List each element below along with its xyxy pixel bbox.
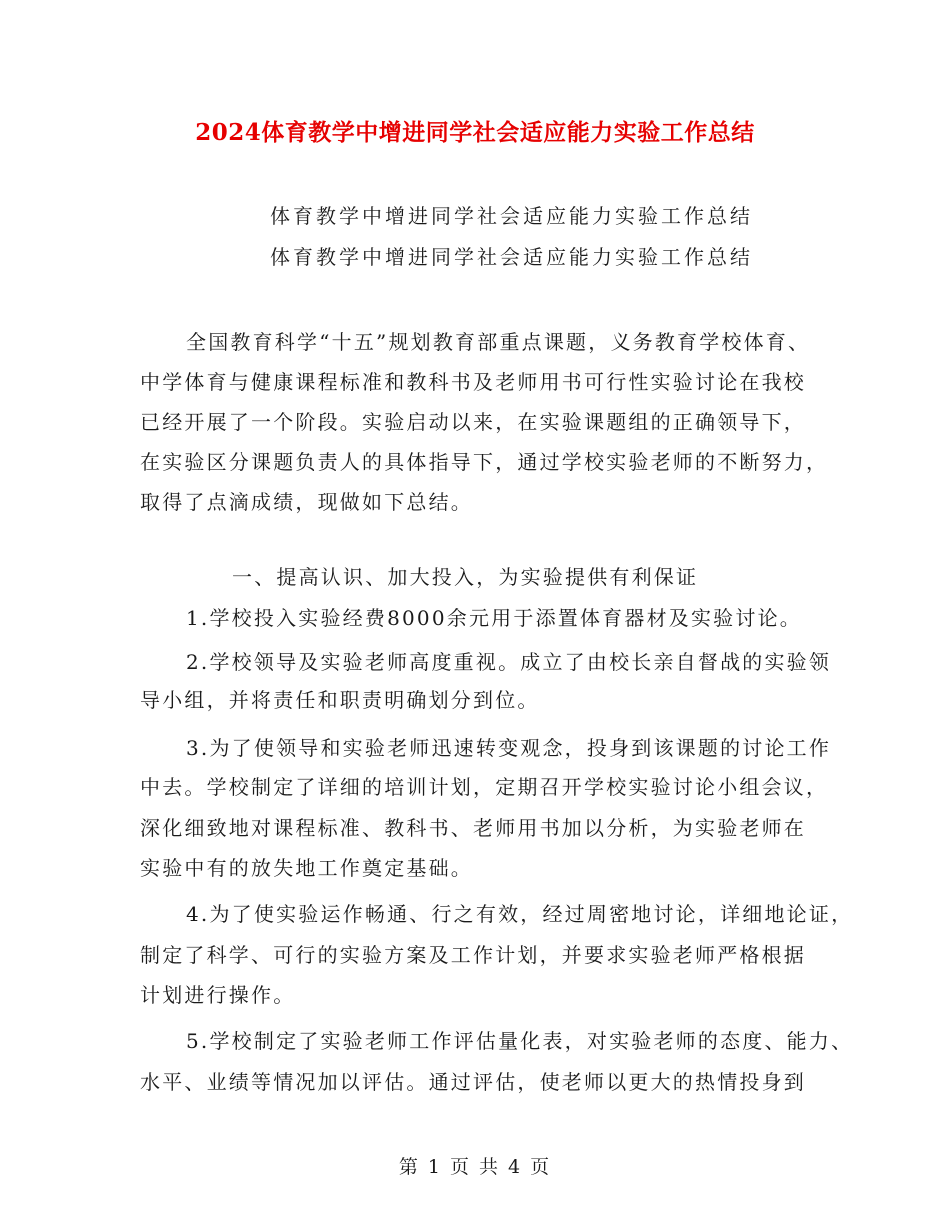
- paragraph-line: 中学体育与健康课程标准和教科书及老师用书可行性实验讨论在我校: [140, 370, 806, 394]
- section-heading: 一、提高认识、加大投入，为实验提供有利保证: [232, 565, 699, 589]
- paragraph-line: 在实验区分课题负责人的具体指导下，通过学校实验老师的不断努力，: [140, 450, 829, 474]
- paragraph-line: 深化细致地对课程标准、教科书、老师用书加以分析，为实验老师在: [140, 816, 806, 840]
- paragraph-line: 导小组，并将责任和职责明确划分到位。: [140, 688, 540, 712]
- paragraph-line: 2.学校领导及实验老师高度重视。成立了由校长亲自督战的实验领: [186, 650, 832, 674]
- page-number-footer: 第 1 页 共 4 页: [398, 1156, 552, 1178]
- paragraph-line: 实验中有的放失地工作奠定基础。: [140, 856, 473, 880]
- subtitle-line: 体育教学中增进同学社会适应能力实验工作总结: [270, 245, 753, 269]
- paragraph-line: 5.学校制定了实验老师工作评估量化表，对实验老师的态度、能力、: [186, 1029, 854, 1053]
- paragraph-line: 4.为了使实验运作畅通、行之有效，经过周密地讨论，详细地论证，: [186, 902, 854, 926]
- document-title: 2024体育教学中增进同学社会适应能力实验工作总结: [195, 119, 755, 146]
- paragraph-line: 1.学校投入实验经费8000余元用于添置体育器材及实验讨论。: [186, 606, 802, 630]
- subtitle-line: 体育教学中增进同学社会适应能力实验工作总结: [270, 204, 753, 228]
- paragraph-line: 中去。学校制定了详细的培训计划，定期召开学校实验讨论小组会议，: [140, 775, 829, 799]
- paragraph-line: 取得了点滴成绩，现做如下总结。: [140, 490, 473, 514]
- paragraph-line: 3.为了使领导和实验老师迅速转变观念，投身到该课题的讨论工作: [186, 736, 832, 760]
- paragraph-line: 全国教育科学“十五”规划教育部重点课题，义务教育学校体育、: [186, 330, 811, 354]
- paragraph-line: 计划进行操作。: [140, 983, 296, 1007]
- paragraph-line: 水平、业绩等情况加以评估。通过评估，使老师以更大的热情投身到: [140, 1070, 806, 1094]
- paragraph-line: 已经开展了一个阶段。实验启动以来，在实验课题组的正确领导下，: [140, 410, 806, 434]
- paragraph-line: 制定了科学、可行的实验方案及工作计划，并要求实验老师严格根据: [140, 943, 806, 967]
